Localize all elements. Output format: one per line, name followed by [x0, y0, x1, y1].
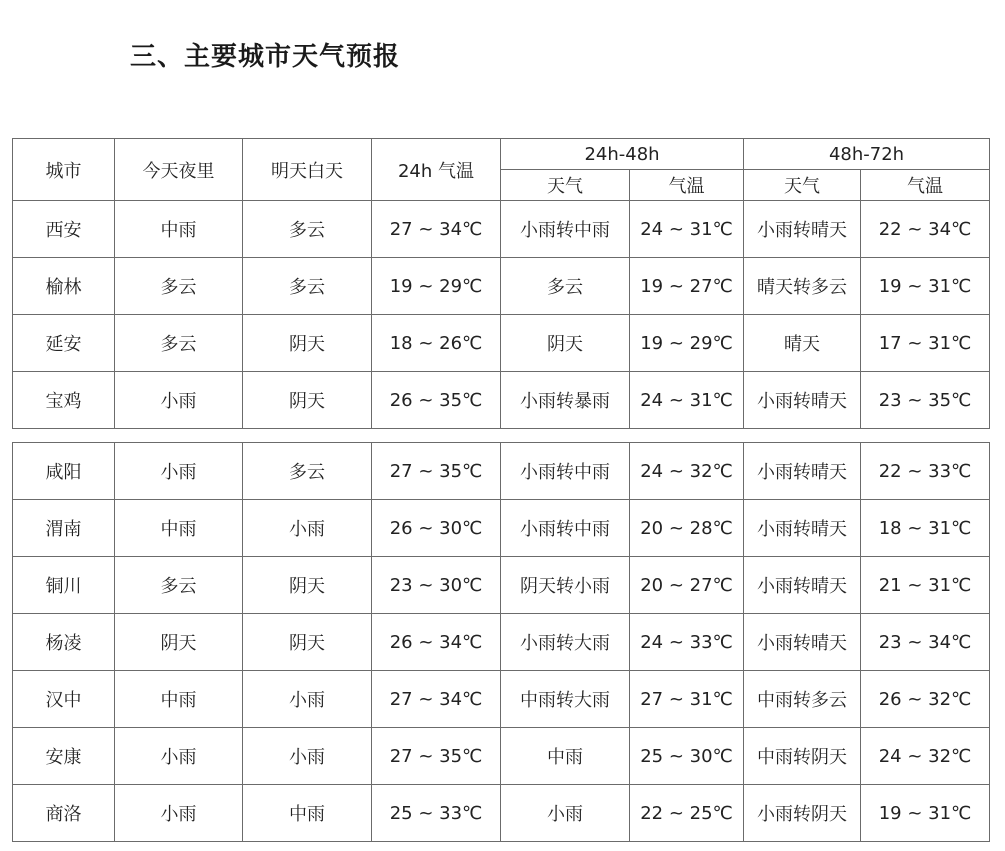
- cell-temp-72h: 17 ~ 31℃: [861, 315, 990, 372]
- header-tomorrow-day: 明天白天: [243, 139, 372, 201]
- cell-weather-48h: 小雨: [501, 785, 630, 842]
- cell-temp-48h: 24 ~ 31℃: [630, 201, 744, 258]
- weather-table-part-1: [12, 138, 990, 429]
- header-group-48-72h: 48h-72h: [744, 139, 990, 170]
- cell-tomorrow-day: 多云: [243, 201, 372, 258]
- weather-table-part-2: [12, 442, 990, 842]
- subheader-weather-48h: 天气: [501, 170, 630, 201]
- cell-temp-48h: 24 ~ 32℃: [630, 443, 744, 500]
- cell-temp-48h: 20 ~ 27℃: [630, 557, 744, 614]
- table-row: [13, 557, 990, 614]
- cell-temp-24h: 27 ~ 35℃: [372, 728, 501, 785]
- cell-temp-72h: 23 ~ 35℃: [861, 372, 990, 429]
- cell-temp-72h: 26 ~ 32℃: [861, 671, 990, 728]
- cell-tomorrow-day: 中雨: [243, 785, 372, 842]
- cell-temp-48h: 24 ~ 33℃: [630, 614, 744, 671]
- cell-temp-24h: 26 ~ 34℃: [372, 614, 501, 671]
- cell-temp-72h: 19 ~ 31℃: [861, 785, 990, 842]
- table-row: [13, 258, 990, 315]
- cell-weather-72h: 中雨转阴天: [744, 728, 861, 785]
- cell-temp-72h: 22 ~ 33℃: [861, 443, 990, 500]
- cell-weather-72h: 小雨转阴天: [744, 785, 861, 842]
- cell-weather-72h: 晴天转多云: [744, 258, 861, 315]
- cell-temp-48h: 25 ~ 30℃: [630, 728, 744, 785]
- cell-tonight: 多云: [115, 258, 243, 315]
- cell-city: 咸阳: [13, 443, 115, 500]
- cell-tomorrow-day: 小雨: [243, 728, 372, 785]
- table-row: [13, 201, 990, 258]
- table-row: [13, 315, 990, 372]
- cell-temp-72h: 23 ~ 34℃: [861, 614, 990, 671]
- section-title: 三、主要城市天气预报: [130, 42, 401, 72]
- cell-temp-48h: 19 ~ 29℃: [630, 315, 744, 372]
- cell-tonight: 多云: [115, 557, 243, 614]
- cell-weather-72h: 小雨转晴天: [744, 372, 861, 429]
- cell-weather-48h: 中雨转大雨: [501, 671, 630, 728]
- cell-tomorrow-day: 阴天: [243, 557, 372, 614]
- cell-city: 宝鸡: [13, 372, 115, 429]
- cell-temp-48h: 19 ~ 27℃: [630, 258, 744, 315]
- cell-temp-24h: 18 ~ 26℃: [372, 315, 501, 372]
- cell-weather-48h: 小雨转暴雨: [501, 372, 630, 429]
- cell-weather-48h: 中雨: [501, 728, 630, 785]
- cell-weather-48h: 多云: [501, 258, 630, 315]
- cell-city: 延安: [13, 315, 115, 372]
- subheader-temp-48h: 气温: [630, 170, 744, 201]
- cell-city: 铜川: [13, 557, 115, 614]
- cell-tonight: 中雨: [115, 671, 243, 728]
- cell-temp-72h: 19 ~ 31℃: [861, 258, 990, 315]
- cell-tonight: 阴天: [115, 614, 243, 671]
- cell-weather-48h: 阴天: [501, 315, 630, 372]
- cell-city: 西安: [13, 201, 115, 258]
- cell-weather-72h: 小雨转晴天: [744, 500, 861, 557]
- subheader-temp-72h: 气温: [861, 170, 990, 201]
- cell-city: 渭南: [13, 500, 115, 557]
- cell-weather-72h: 小雨转晴天: [744, 614, 861, 671]
- cell-weather-72h: 小雨转晴天: [744, 201, 861, 258]
- cell-weather-48h: 阴天转小雨: [501, 557, 630, 614]
- cell-tonight: 中雨: [115, 500, 243, 557]
- cell-temp-72h: 22 ~ 34℃: [861, 201, 990, 258]
- table-row: [13, 728, 990, 785]
- cell-tonight: 小雨: [115, 728, 243, 785]
- cell-tonight: 中雨: [115, 201, 243, 258]
- cell-temp-72h: 21 ~ 31℃: [861, 557, 990, 614]
- table-row: [13, 671, 990, 728]
- header-group-24-48h: 24h-48h: [501, 139, 744, 170]
- header-city: 城市: [13, 139, 115, 201]
- cell-city: 榆林: [13, 258, 115, 315]
- cell-tonight: 小雨: [115, 785, 243, 842]
- header-temp-24h: 24h 气温: [372, 139, 501, 201]
- table-row: [13, 443, 990, 500]
- cell-city: 杨凌: [13, 614, 115, 671]
- table-row: [13, 500, 990, 557]
- cell-temp-72h: 18 ~ 31℃: [861, 500, 990, 557]
- cell-temp-24h: 19 ~ 29℃: [372, 258, 501, 315]
- cell-tomorrow-day: 阴天: [243, 315, 372, 372]
- cell-temp-24h: 26 ~ 35℃: [372, 372, 501, 429]
- header-tonight: 今天夜里: [115, 139, 243, 201]
- table-row: [13, 372, 990, 429]
- cell-city: 汉中: [13, 671, 115, 728]
- table-row: [13, 614, 990, 671]
- cell-weather-48h: 小雨转中雨: [501, 201, 630, 258]
- cell-temp-48h: 22 ~ 25℃: [630, 785, 744, 842]
- cell-tomorrow-day: 小雨: [243, 500, 372, 557]
- cell-tonight: 多云: [115, 315, 243, 372]
- header-row: [13, 139, 990, 170]
- cell-temp-24h: 25 ~ 33℃: [372, 785, 501, 842]
- cell-tomorrow-day: 阴天: [243, 372, 372, 429]
- cell-city: 商洛: [13, 785, 115, 842]
- cell-temp-48h: 20 ~ 28℃: [630, 500, 744, 557]
- cell-temp-24h: 27 ~ 34℃: [372, 671, 501, 728]
- cell-temp-24h: 27 ~ 34℃: [372, 201, 501, 258]
- cell-temp-24h: 26 ~ 30℃: [372, 500, 501, 557]
- cell-temp-72h: 24 ~ 32℃: [861, 728, 990, 785]
- table-row: [13, 785, 990, 842]
- cell-weather-72h: 小雨转晴天: [744, 557, 861, 614]
- cell-weather-72h: 小雨转晴天: [744, 443, 861, 500]
- subheader-weather-72h: 天气: [744, 170, 861, 201]
- cell-weather-48h: 小雨转中雨: [501, 500, 630, 557]
- cell-temp-24h: 27 ~ 35℃: [372, 443, 501, 500]
- cell-temp-48h: 24 ~ 31℃: [630, 372, 744, 429]
- cell-weather-48h: 小雨转中雨: [501, 443, 630, 500]
- cell-tomorrow-day: 多云: [243, 443, 372, 500]
- cell-tonight: 小雨: [115, 443, 243, 500]
- cell-temp-48h: 27 ~ 31℃: [630, 671, 744, 728]
- cell-tomorrow-day: 小雨: [243, 671, 372, 728]
- cell-weather-72h: 中雨转多云: [744, 671, 861, 728]
- cell-weather-72h: 晴天: [744, 315, 861, 372]
- cell-city: 安康: [13, 728, 115, 785]
- cell-tomorrow-day: 多云: [243, 258, 372, 315]
- cell-temp-24h: 23 ~ 30℃: [372, 557, 501, 614]
- cell-tonight: 小雨: [115, 372, 243, 429]
- cell-tomorrow-day: 阴天: [243, 614, 372, 671]
- cell-weather-48h: 小雨转大雨: [501, 614, 630, 671]
